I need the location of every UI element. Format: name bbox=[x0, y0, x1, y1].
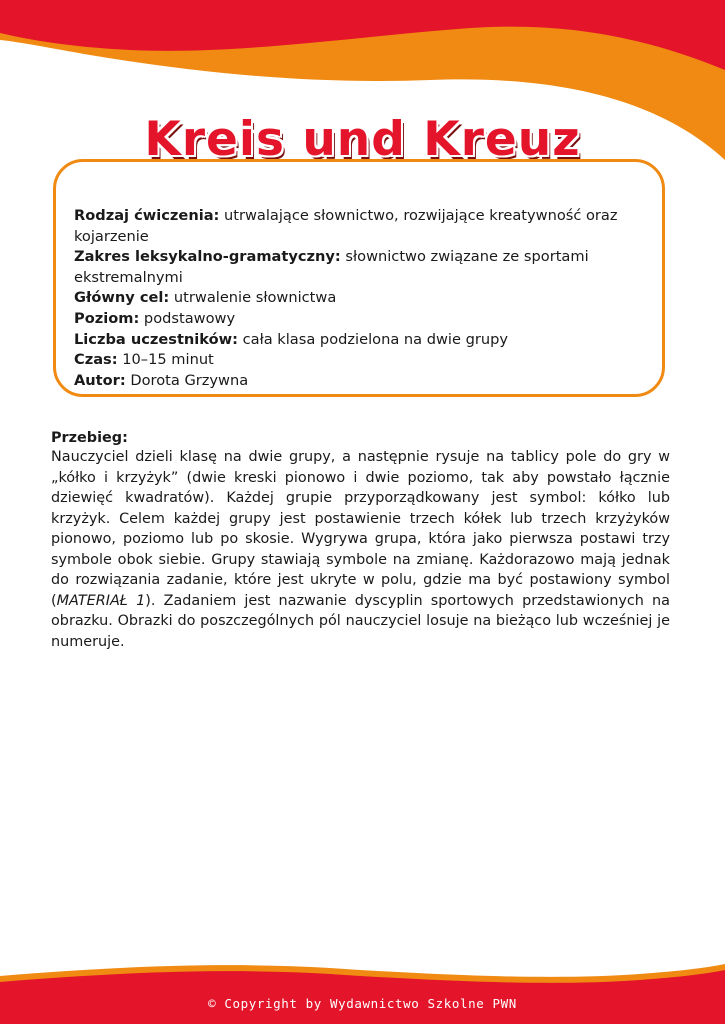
info-time-value: 10–15 minut bbox=[117, 351, 214, 369]
info-scope-label: Zakres leksykalno-gramatyczny: bbox=[74, 248, 341, 266]
info-scope-value: słownictwo związane ze sportami ekstremalnymi bbox=[74, 248, 589, 286]
bottom-wave-decoration bbox=[0, 958, 725, 1024]
exercise-info-box bbox=[53, 159, 665, 397]
copyright-footer: © Copyright by Wydawnictwo Szkolne PWN bbox=[208, 996, 517, 1011]
page-title: Kreis und Kreuz bbox=[144, 112, 581, 167]
info-type bbox=[74, 206, 644, 247]
procedure-text-part1: Nauczyciel dzieli klasę na dwie grupy, a następnie rysuje na tablicy pole do gry w „kółko i krzyżyk” (dwie kreski pionowo i dwie poziomo, tak aby powstało łącznie dziewięć kwadratów). Każdej grupie przyporządkowany jest symbol: kółko lub krzyżyk. Celem każdej grupy jest postawienie trzech kółek lub trzech krzyżyków pionowo, poziomo lub po skosie. Wygrywa grupa, która jako pierwsza postawi trzy symbole obok siebie. Grupy stawiają symbole na zmianę. Każdorazowo mają jednak do rozwiązania zadanie, które jest ukryte w polu, gdzie ma być postawiony symbol ( bbox=[51, 449, 670, 609]
info-time-label: Czas: bbox=[74, 351, 118, 369]
info-level bbox=[74, 309, 644, 330]
info-participants bbox=[74, 330, 644, 351]
procedure-heading: Przebieg: bbox=[51, 430, 128, 446]
info-type-label: Rodzaj ćwiczenia: bbox=[74, 207, 220, 224]
procedure-text bbox=[51, 447, 670, 652]
info-level-value: podstawowy bbox=[139, 309, 236, 327]
info-author bbox=[74, 371, 644, 392]
info-time bbox=[74, 350, 644, 371]
info-scope bbox=[74, 247, 644, 288]
procedure-text-part2: ). Zadaniem jest nazwanie dyscyplin sportowych przedstawionych na obrazku. Obrazki do poszczególnych pól nauczyciel losuje na bieżąco lub wcześniej je numeruje. bbox=[51, 592, 670, 650]
info-goal-label: Główny cel: bbox=[74, 289, 170, 307]
info-type-value: utrwalające słownictwo, rozwijające kreatywność oraz kojarzenie bbox=[74, 207, 618, 245]
info-goal bbox=[74, 288, 644, 309]
info-participants-value: cała klasa podzielona na dwie grupy bbox=[237, 330, 509, 348]
info-goal-value: utrwalenie słownictwa bbox=[169, 289, 337, 307]
info-author-value: Dorota Grzywna bbox=[125, 371, 249, 389]
info-author-label: Autor: bbox=[74, 371, 126, 389]
info-level-label: Poziom: bbox=[74, 309, 140, 327]
material-reference: MATERIAŁ 1 bbox=[56, 592, 146, 609]
info-participants-label: Liczba uczestników: bbox=[74, 330, 238, 348]
